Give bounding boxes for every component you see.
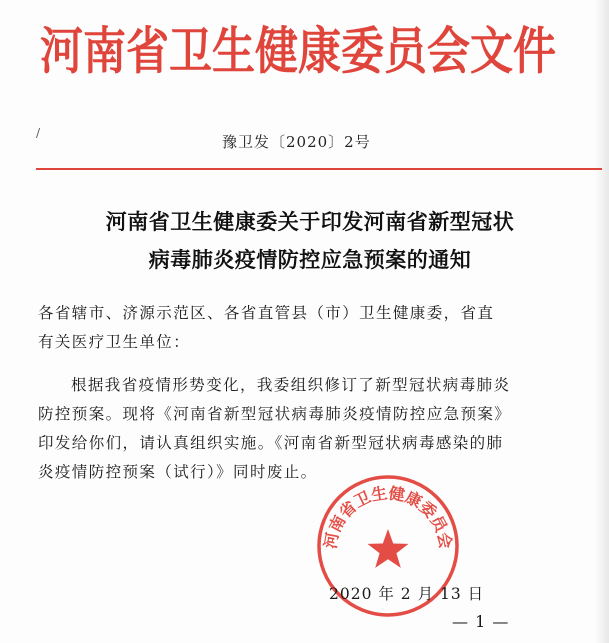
seal-star-icon (368, 529, 409, 568)
red-divider-rule (36, 168, 602, 170)
issue-date: 2020 年 2 月 13 日 (329, 585, 485, 603)
document-title-line-1: 河南省卫生健康委关于印发河南省新型冠状 (105, 209, 515, 234)
document-number: 豫卫发〔2020〕2号 (222, 133, 371, 151)
addressee-line-1: 各省辖市、济源示范区、各省直管县（市）卫生健康委，省直 (38, 304, 495, 322)
body-paragraph-line-4: 炎疫情防控预案（试行）》同时废止。 (38, 463, 318, 481)
body-paragraph-line-2: 防控预案。现将《河南省新型冠状病毒肺炎疫情防控应急预案》 (38, 405, 512, 423)
body-paragraph-line-1: 根据我省疫情形势变化，我委组织修订了新型冠状病毒肺炎 (71, 376, 511, 394)
body-paragraph-line-3: 印发给你们，请认真组织实施。《河南省新型冠状病毒感染的肺 (38, 434, 504, 452)
addressee-line-2: 有关医疗卫生单位： (38, 333, 191, 351)
seal-arc-text: 河南省卫生健康委员会 (320, 483, 456, 551)
masthead-title: 河南省卫生健康委员会文件 (40, 22, 556, 82)
document-title-line-2: 病毒肺炎疫情防控应急预案的通知 (148, 247, 472, 272)
page-number: — 1 — (452, 612, 510, 631)
scan-mark: / (36, 126, 41, 140)
